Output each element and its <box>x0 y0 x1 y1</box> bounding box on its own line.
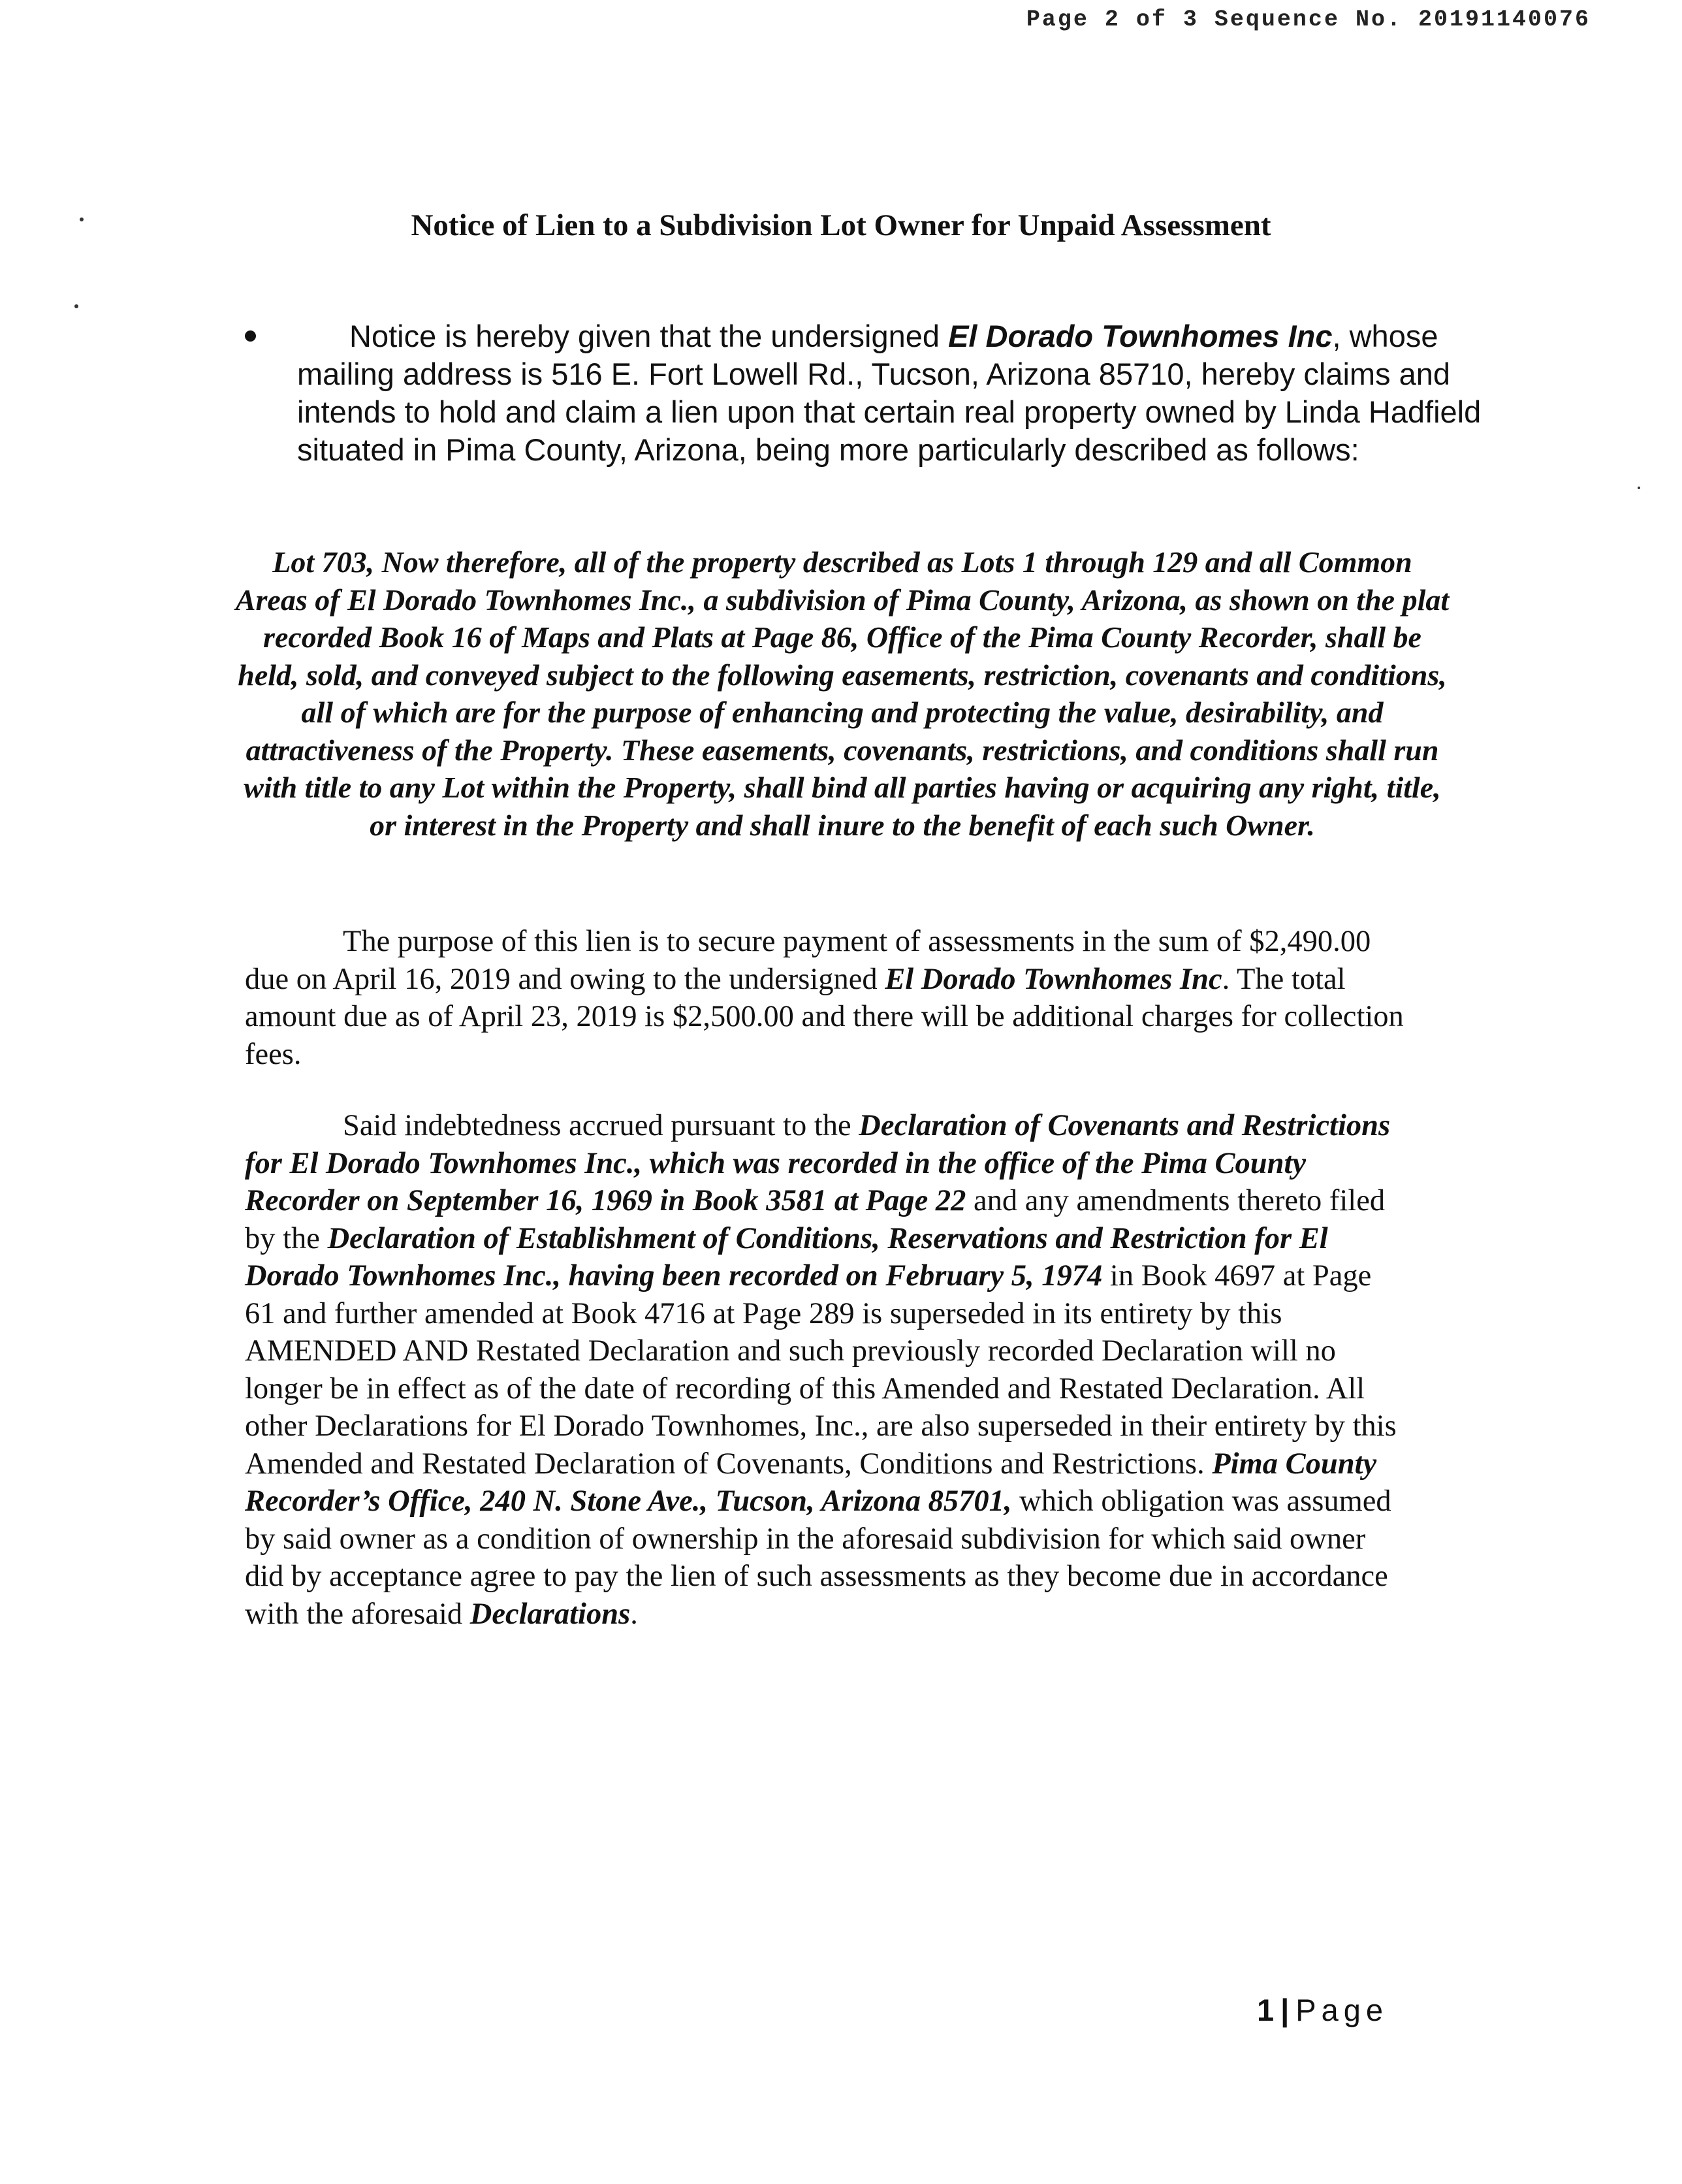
indebtedness-text-4: which obligation was assumed by said owner as a condition of ownership in the aforesaid subdivision for which said owner did by acceptance agree to pay the lien of such assessments as they become due in accordance with the aforesaid <box>245 1485 1391 1631</box>
notice-paragraph <box>245 317 1485 469</box>
bullet-icon <box>245 330 256 342</box>
purpose-part1: The purpose of this lien is to secure payment of assessments in the sum of $2,490.00 due on April 16, 2019 and owing to the undersigned <box>245 925 1371 996</box>
declaration-reference-2: Declaration of Establishment of Conditions, Reservations and Restriction for El Dorado Townhomes Inc., having been recorded on February 5, 1974 <box>245 1221 1328 1293</box>
indebtedness-text-5: . <box>630 1597 638 1631</box>
legal-description: Lot 703, Now therefore, all of the property described as Lots 1 through 129 and all Common Areas of El Dorado Townhomes Inc., a subdivision of Pima County, Arizona, as shown on the plat recorded Book 16 of Maps and Plats at Page 86, Office of the Pima County Recorder, shall be held, sold, and conveyed subject to the following easements, restriction, covenants and conditions, all of which are for the purpose of enhancing and protecting the value, desirability, and attractiveness of the Property. These easements, covenants, restrictions, and conditions shall run with title to any Lot within the Property, shall bind all parties having or acquiring any right, title, or interest in the Property and shall inure to the benefit of each such Owner. <box>235 545 1450 842</box>
document-title: Notice of Lien to a Subdivision Lot Owner for Unpaid Assessment <box>411 208 1271 242</box>
footer-separator: | <box>1280 1993 1290 2027</box>
notice-rest: , whose mailing address is 516 E. Fort Lowell Rd., Tucson, Arizona 85710, hereby claims and intends to hold and claim a lien upon that certain real property owned by Linda Hadfield situated in Pima County, Arizona, being more particularly described as follows: <box>297 319 1482 467</box>
indebtedness-text-3: in Book 4697 at Page 61 and further amended at Book 4716 at Page 289 is superseded in its entirety by this AMENDED AND Restated Declaration and such previously recorded Declaration will no longer be in effect as of the date of recording of this Amended and Restated Declaration. All other Declarations for El Dorado Townhomes, Inc., are also superseded in their entirety by this Amended and Restated Declaration of Covenants, Conditions and Restrictions. <box>245 1259 1397 1481</box>
recorder-office-address: Pima County Recorder’s Office, 240 N. Stone Ave., Tucson, Arizona 85701, <box>245 1447 1377 1518</box>
declarations-reference: Declarations <box>469 1597 631 1631</box>
scan-speck <box>74 304 78 308</box>
indebtedness-text-2: and any amendments thereto filed by the <box>245 1184 1386 1255</box>
notice-text <box>297 317 1485 469</box>
notice-intro: Notice is hereby given that the undersigned <box>349 319 949 353</box>
page-sequence-header: Page 2 of 3 Sequence No. 20191140076 <box>1026 7 1591 33</box>
claimant-name: El Dorado Townhomes Inc <box>948 319 1333 353</box>
page-number: 1 <box>1257 1993 1275 2027</box>
purpose-entity: El Dorado Townhomes Inc <box>885 962 1222 996</box>
page-label: Page <box>1295 1993 1389 2027</box>
indebtedness-paragraph <box>245 1107 1407 1633</box>
page-footer <box>1257 1992 1388 2028</box>
declaration-reference-1: Declaration of Covenants and Restrictions for El Dorado Townhomes Inc., which was recorded in the office of the Pima County Recorder on September 16, 1969 in Book 3581 at Page 22 <box>245 1109 1391 1217</box>
purpose-paragraph <box>245 923 1407 1073</box>
scan-speck <box>1638 487 1640 489</box>
purpose-part2: . The total amount due as of April 23, 2019 is $2,500.00 and there will be additional charges for collection fees. <box>245 962 1404 1071</box>
indebtedness-text-1: Said indebtedness accrued pursuant to the <box>343 1109 859 1142</box>
